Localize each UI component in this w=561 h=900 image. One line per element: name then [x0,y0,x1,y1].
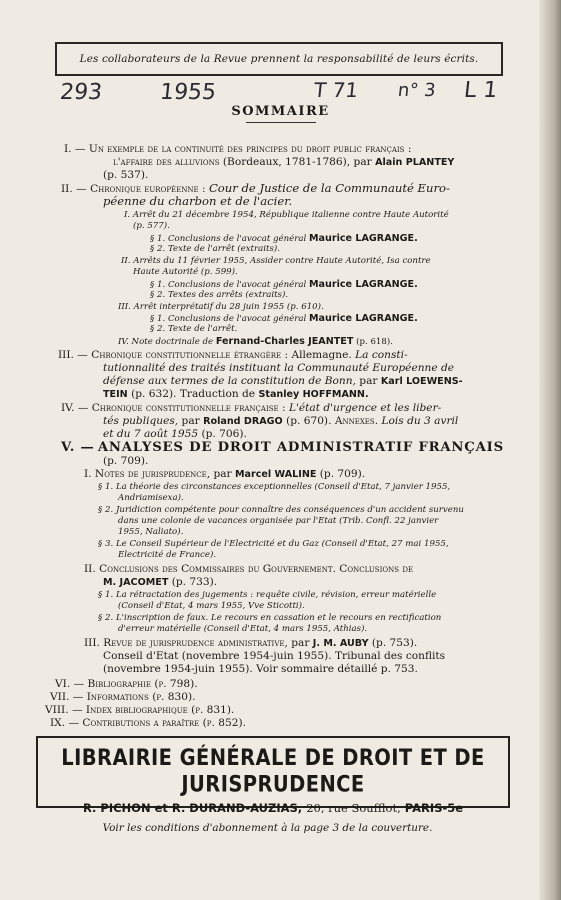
section-subtitle: Lois du 3 avril [381,415,459,427]
section-detail: (Bordeaux, 1781-1786), par [222,156,372,168]
toc-entry-5-line-1 [61,441,504,455]
title-text: SOMMAIRE [231,104,330,119]
toc-entry-3-line-1 [58,349,408,362]
page-title [0,104,561,123]
subitem-text: par [213,468,232,480]
page-ref: (p. 733). [171,576,218,588]
translator-name: Stanley HOFFMANN. [258,389,369,400]
section-detail: par [181,415,200,427]
page-ref: (p. 618). [356,337,393,347]
section-subtitle: tutionnalité des traités instituant la Communauté Européenne de [103,362,455,374]
page-ref: (p. 537). [103,169,149,181]
subitem: 1955, Naliato). [118,527,184,537]
toc-entry-7: VII. — Informations (p. 830). [50,691,196,703]
subitem: Conseil d'Etat (novembre 1954-juin 1955). Tribunal des conflits [103,650,446,662]
subitem-text: III. Revue de jurisprudence administrative, [84,637,288,649]
author-name: Marcel WALINE [234,469,317,480]
subitem: § 2. Juridiction compétente pour connaître des conséquences d'un accident survenu [98,505,464,515]
section-number: I. — [64,143,86,155]
subitem-text: I. Notes de jurisprudence, [84,468,211,480]
page-ref: (p. 709). [319,468,366,480]
page-edge-shadow [539,0,561,900]
author-name: Maurice LAGRANGE. [308,233,418,244]
publisher-name: LIBRAIRIE GÉNÉRALE DE DROIT ET DE JURISPRUDENCE [61,744,485,798]
section-detail: Annexes. [334,415,379,427]
page-ref: (p. 709). [103,455,149,467]
subitem: § 3. Le Conseil Supérieur de l'Electricité et du Gaz (Conseil d'Etat, 27 mai 1955, [98,539,449,549]
subitem: (p. 577). [133,221,170,231]
section-subtitle: et du 7 août 1955 [103,428,199,440]
publisher-city: PARIS-5e [404,801,464,815]
section-detail: Allemagne. [291,349,352,361]
publisher-owners: R. PICHON et R. DURAND-AUZIAS, [82,801,303,815]
section-title: Chronique européenne : [90,183,206,195]
section-detail: par [359,375,378,387]
author-name: Maurice LAGRANGE. [308,313,418,324]
subitem-text: § 1. Conclusions de l'avocat général [150,314,307,324]
subitem-text: § 1. Conclusions de l'avocat général [150,234,307,244]
title-rule [246,122,316,123]
subitem [118,336,393,348]
subitem [84,468,365,481]
subitem: I. Arrêt du 21 décembre 1954, République italienne contre Haute Autorité [124,210,449,220]
subitem: § 2. Textes des arrêts (extraits). [150,290,289,300]
handwritten-mark: 293 [58,80,104,105]
subitem: II. Arrêts du 11 février 1955, Assider contre Haute Autorité, Isa contre [121,256,431,266]
toc-entry-9: IX. — Contributions a paraître (p. 852). [50,717,246,729]
subitem: § 2. Texte de l'arrêt. [150,324,238,334]
section-number: V. — [61,440,95,455]
toc-entry-3-line-3 [103,375,463,388]
author-name: M. JACOMET [103,577,169,588]
section-title: l'affaire des alluvions [113,156,220,168]
subitem: II. Conclusions des Commissaires du Gouvernement. Conclusions de [84,563,414,575]
subitem: § 2. Texte de l'arrêt (extraits). [150,244,280,254]
section-subtitle: péenne du charbon et de l'acier. [103,194,293,208]
section-title: Chronique constitutionnelle étrangère : [91,349,289,361]
subitem: § 1. La théorie des circonstances exceptionnelles (Conseil d'Etat, 7 janvier 1955, [98,482,451,492]
toc-entry-4-line-1 [61,402,441,415]
subitem: § 2. L'inscription de faux. Le recours en cassation et le recours en rectification [98,613,442,623]
toc-entry-6: VI. — Bibliographie (p. 798). [55,678,198,690]
section-title: Un exemple de la continuité des principes du droit public français : [88,143,412,155]
subitem: Electricité de France). [118,550,217,560]
handwritten-mark: n° 3 [396,80,437,101]
subitem: (novembre 1954-juin 1955). Voir sommaire détaillé p. 753. [103,663,418,675]
section-title: ANALYSES DE DROIT ADMINISTRATIF FRANÇAIS [97,440,504,455]
section-subtitle: La consti- [355,349,408,361]
subitem: dans une colonie de vacances organisée par l'Etat (Trib. Confl. 22 janvier [118,516,439,526]
subitem [84,637,417,650]
subscription-footer: Voir les conditions d'abonnement à la page 3 de la couverture. [102,822,433,834]
handwritten-mark: 1955 [158,80,218,105]
section-number: II. — [61,183,87,195]
author-name: Karl LOEWENS- [380,376,463,387]
subitem: III. Arrêt interprétatif du 28 juin 1955 (p. 610). [118,302,324,312]
author-name: TEIN [103,389,128,400]
subitem-text: par [291,637,310,649]
section-number: IV. — [61,402,89,414]
subitem-text: § 1. Conclusions de l'avocat général [150,280,307,290]
section-number: III. — [58,349,88,361]
toc-entry-3-line-4 [103,388,369,401]
section-subtitle: Cour de Justice de la Communauté Euro- [208,181,450,195]
responsibility-notice: Les collaborateurs de la Revue prennent la responsabilité de leurs écrits. [55,42,503,76]
subitem: d'erreur matérielle (Conseil d'Etat, 4 mars 1955, Athias). [118,624,368,634]
publisher-box [36,736,510,815]
publisher-street: 20, rue Soufflot, [306,801,401,815]
subitem [103,576,217,589]
toc-entry-1-line-2 [113,156,454,169]
section-detail: (p. 632). Traduction de [131,388,256,400]
subitem: § 1. La rétractation des jugements : requête civile, révision, erreur matérielle [98,590,437,600]
author-name: Maurice LAGRANGE. [308,279,418,290]
section-subtitle: défense aux termes de la constitution de Bonn, [103,375,356,387]
section-title: Chronique constitutionnelle française : [91,402,286,414]
page-ref: (p. 670). [286,415,332,427]
subitem: Andriamisexa). [118,493,184,503]
toc-entry-1-line-1 [64,143,411,156]
toc-entry-4-line-2 [103,415,458,428]
handwritten-mark: T 71 [312,78,360,102]
section-subtitle: tés publiques, [103,415,179,427]
author-name: Roland DRAGO [203,416,283,427]
toc-entry-8: VIII. — Index bibliographique (p. 831). [45,704,235,716]
page-ref: (p. 706). [201,428,247,440]
publisher-address [38,801,508,815]
subitem-text: IV. Note doctrinale de [118,337,214,347]
section-subtitle: L'état d'urgence et les liber- [288,402,442,414]
handwritten-mark: L 1 [462,78,499,103]
subitem: Haute Autorité (p. 599). [133,267,238,277]
author-name: J. M. AUBY [312,638,369,649]
author-name: Alain PLANTEY [375,157,455,168]
page-ref: (p. 753). [371,637,418,649]
subitem: (Conseil d'Etat, 4 mars 1955, Vve Sticotti). [118,601,305,611]
author-name: Fernand-Charles JEANTET [215,336,354,347]
